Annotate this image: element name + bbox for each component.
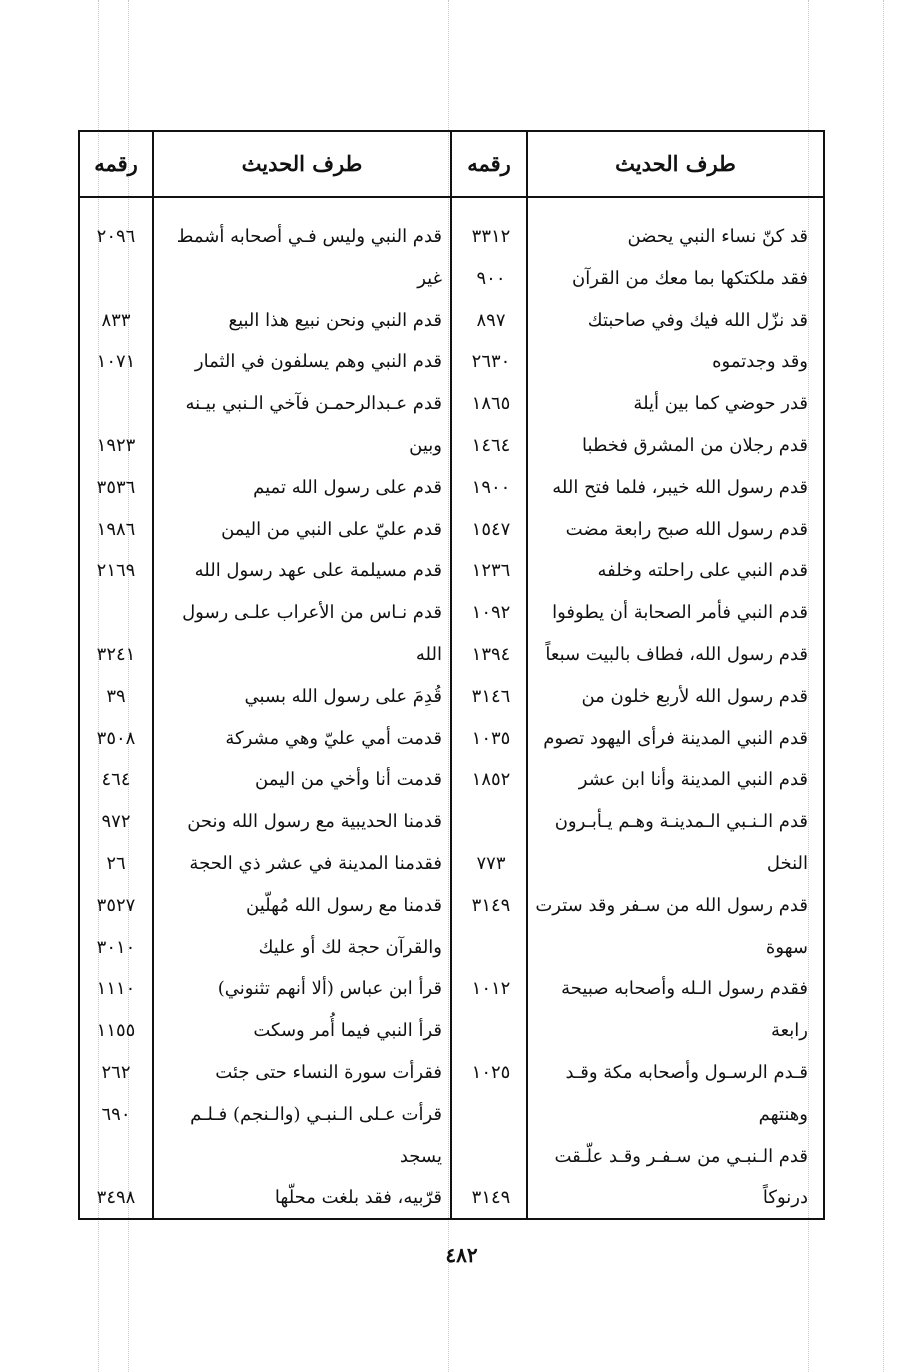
hadith-number-left: ٣٤٩٨	[96, 1187, 136, 1209]
hadith-number-right: ٣٣١٢	[471, 226, 511, 247]
hadith-text-left: قدم النبي ونحن نبيع هذا البيع	[228, 309, 442, 331]
table-row	[80, 258, 823, 300]
hadith-text-right: قدم الـنـبي الـمدينـة وهـم يـأبـرون	[554, 811, 808, 833]
hadith-text-right: رابعة	[770, 1020, 808, 1042]
hadith-number-right: ١٠٣٥	[471, 727, 511, 749]
hadith-text-right: سهوة	[765, 936, 808, 958]
hadith-number-right: ٨٩٧	[476, 309, 506, 331]
hadith-number-right: ٢٦٣٠	[471, 351, 511, 373]
table-row	[80, 718, 823, 760]
hadith-number-right: ٣١٤٩	[471, 894, 511, 916]
hadith-text-left: غير	[417, 267, 442, 289]
hadith-text-left: قدم على رسول الله تميم	[253, 476, 442, 498]
hadith-number-left: ٦٩٠	[101, 1103, 131, 1125]
hadith-number-left: ٢١٦٩	[96, 560, 136, 582]
hadith-text-left: وبين	[409, 434, 442, 456]
table-row	[80, 885, 823, 927]
index-table	[78, 130, 825, 1220]
hadith-text-left: قدم النبي وهم يسلفون في الثمار	[194, 351, 442, 373]
hadith-text-right: قد كنّ نساء النبي يحضن	[627, 226, 808, 247]
table-row	[80, 676, 823, 718]
table-row	[80, 1052, 823, 1094]
hadith-number-left: ٣٠١٠	[96, 936, 136, 958]
hadith-number-right: ٩٠٠	[476, 267, 506, 289]
hadith-number-left: ١١٥٥	[96, 1020, 136, 1042]
table-body	[80, 216, 823, 1219]
hadith-text-right: قـدم الرسـول وأصحابه مكة وقـد	[565, 1061, 808, 1083]
header-divider	[80, 196, 823, 198]
hadith-text-right: قد نزّل الله فيك وفي صاحبتك	[587, 309, 808, 331]
hadith-number-left: ٣٥٠٨	[96, 727, 136, 749]
hadith-text-left: قرّبيه، فقد بلغت محلّها	[274, 1187, 442, 1209]
hadith-number-right: ١٢٣٦	[471, 560, 511, 582]
hadith-number-left	[84, 383, 148, 425]
table-row	[80, 843, 823, 885]
hadith-text-left: فقرأت سورة النساء حتى جئت	[215, 1061, 442, 1083]
table-row	[80, 216, 823, 258]
table-row	[80, 425, 823, 467]
hadith-text-left: قرأت عـلى الـنبـي (والـنجم) فـلـم	[190, 1103, 442, 1125]
hadith-number-right: ١٥٤٧	[471, 518, 511, 540]
table-row	[80, 550, 823, 592]
hadith-number-right: ٣١٤٦	[471, 685, 511, 707]
hadith-text-right: وقد وجدتموه	[712, 351, 808, 373]
hadith-number-left: ٤٦٤	[101, 769, 131, 791]
table-row	[80, 300, 823, 342]
hadith-text-right: قدم النبي فأمر الصحابة أن يطوفوا	[552, 602, 808, 624]
hadith-text-right: قدم النبي المدينة وأنا ابن عشر	[578, 769, 808, 791]
hadith-number-right	[456, 801, 526, 843]
hadith-text-right: قدم النبي المدينة فرأى اليهود تصوم	[543, 727, 808, 749]
hadith-number-right: ١٠٢٥	[471, 1061, 511, 1083]
hadith-number-left: ١٩٨٦	[96, 518, 136, 540]
hadith-text-left: قدمت أنا وأخي من اليمن	[255, 769, 442, 791]
hadith-number-left: ٣٥٣٦	[96, 476, 136, 498]
table-row	[80, 1177, 823, 1219]
hadith-number-left: ١٠٧١	[96, 351, 136, 373]
hadith-number-left: ٣٢٤١	[96, 643, 136, 665]
hadith-number-right: ١٨٦٥	[471, 393, 511, 415]
hadith-text-left: قدم نـاس من الأعراب علـى رسول	[182, 602, 442, 624]
hadith-number-right: ١٠٩٢	[471, 602, 511, 624]
page-number: ٤٨٢	[445, 1243, 478, 1267]
hadith-number-left: ١١١٠	[96, 978, 136, 1000]
hadith-number-right: ١٠١٢	[471, 978, 511, 1000]
hadith-number-left: ٢٦	[106, 852, 126, 874]
hadith-number-left	[84, 1136, 148, 1178]
table-row	[80, 1010, 823, 1052]
table-row	[80, 1136, 823, 1178]
table-row	[80, 341, 823, 383]
table-row	[80, 592, 823, 634]
hadith-number-left: ٢٠٩٦	[96, 226, 136, 247]
hadith-text-left: قدم النبي وليس فـي أصحابه أشمط	[176, 226, 442, 247]
hadith-text-left: قُدِمَ على رسول الله بسبي	[244, 685, 442, 707]
table-row	[80, 467, 823, 509]
hadith-text-right: قدم رسول الله صبح رابعة مضت	[565, 518, 808, 540]
hadith-text-right: قدم النبي على راحلته وخلفه	[597, 560, 808, 582]
hadith-text-left: قرأ النبي فيما أُمر وسكت	[253, 1020, 442, 1042]
hadith-number-right	[456, 927, 526, 969]
hadith-text-right: قدم رجلان من المشرق فخطبا	[582, 434, 808, 456]
header-right-hadith: طرف الحديث	[615, 151, 736, 176]
hadith-text-right: قدم رسول الله لأربع خلون من	[581, 685, 808, 707]
header-left-number: رقمه	[94, 151, 138, 176]
hadith-number-left: ١٩٢٣	[96, 434, 136, 456]
hadith-text-left: الله	[415, 643, 442, 665]
hadith-number-right: ٧٧٣	[476, 852, 506, 874]
hadith-text-left: قدم عـبدالرحمـن فآخي الـنبي بيـنه	[185, 393, 442, 415]
hadith-number-left	[84, 258, 148, 300]
hadith-text-left: والقرآن حجة لك أو عليك	[258, 936, 442, 958]
hadith-number-left	[84, 592, 148, 634]
table-row	[80, 1094, 823, 1136]
hadith-text-right: قدم رسول الله من سـفر وقد سترت	[535, 894, 808, 916]
table-row	[80, 759, 823, 801]
hadith-number-right	[456, 1136, 526, 1178]
table-row	[80, 509, 823, 551]
table-row	[80, 383, 823, 425]
header-right-number: رقمه	[467, 151, 511, 176]
hadith-text-right: النخل	[766, 852, 808, 874]
hadith-text-left: قدم عليّ على النبي من اليمن	[221, 518, 442, 540]
hadith-number-left: ٩٧٢	[101, 811, 131, 833]
table-row	[80, 968, 823, 1010]
hadith-number-left: ٨٣٣	[101, 309, 131, 331]
hadith-number-right: ١٨٥٢	[471, 769, 511, 791]
header-left-hadith: طرف الحديث	[241, 151, 363, 176]
hadith-text-right: قدم رسول الله خيبر، فلما فتح الله	[552, 476, 808, 498]
hadith-text-left: قدمنا مع رسول الله مُهلّين	[246, 894, 442, 916]
table-row	[80, 927, 823, 969]
hadith-number-left: ٣٥٢٧	[96, 894, 136, 916]
scan-guide-line	[883, 0, 884, 1372]
hadith-text-right: فقدم رسول الـله وأصحابه صبيحة	[561, 978, 808, 1000]
table-row	[80, 801, 823, 843]
hadith-number-right	[456, 1094, 526, 1136]
hadith-number-right	[456, 1010, 526, 1052]
hadith-text-left: فقدمنا المدينة في عشر ذي الحجة	[189, 852, 442, 874]
hadith-number-left: ٢٦٢	[101, 1061, 131, 1083]
hadith-number-right: ١٤٦٤	[471, 434, 511, 456]
hadith-number-right: ١٣٩٤	[471, 643, 511, 665]
hadith-text-right: درنوكاً	[762, 1187, 808, 1209]
hadith-text-left: قدمت أمي عليّ وهي مشركة	[225, 727, 442, 749]
hadith-text-left: يسجد	[399, 1145, 442, 1167]
hadith-text-right: قدم رسول الله، فطاف بالبيت سبعاً	[545, 643, 808, 665]
hadith-number-right: ٣١٤٩	[471, 1187, 511, 1209]
hadith-text-left: قدم مسيلمة على عهد رسول الله	[194, 560, 442, 582]
hadith-number-left: ٣٩	[106, 685, 126, 707]
hadith-text-right: قدر حوضي كما بين أيلة	[633, 393, 808, 415]
hadith-number-right: ١٩٠٠	[471, 476, 511, 498]
table-row	[80, 634, 823, 676]
hadith-text-left: قرأ ابن عباس (ألا أنهم تثنوني)	[217, 978, 442, 1000]
hadith-text-left: قدمنا الحديبية مع رسول الله ونحن	[187, 811, 442, 833]
hadith-text-right: قدم الـنبـي من سـفـر وقـد علّـقت	[554, 1145, 808, 1167]
hadith-text-right: فقد ملكتكها بما معك من القرآن	[572, 267, 808, 289]
hadith-text-right: وهنتهم	[758, 1103, 808, 1125]
